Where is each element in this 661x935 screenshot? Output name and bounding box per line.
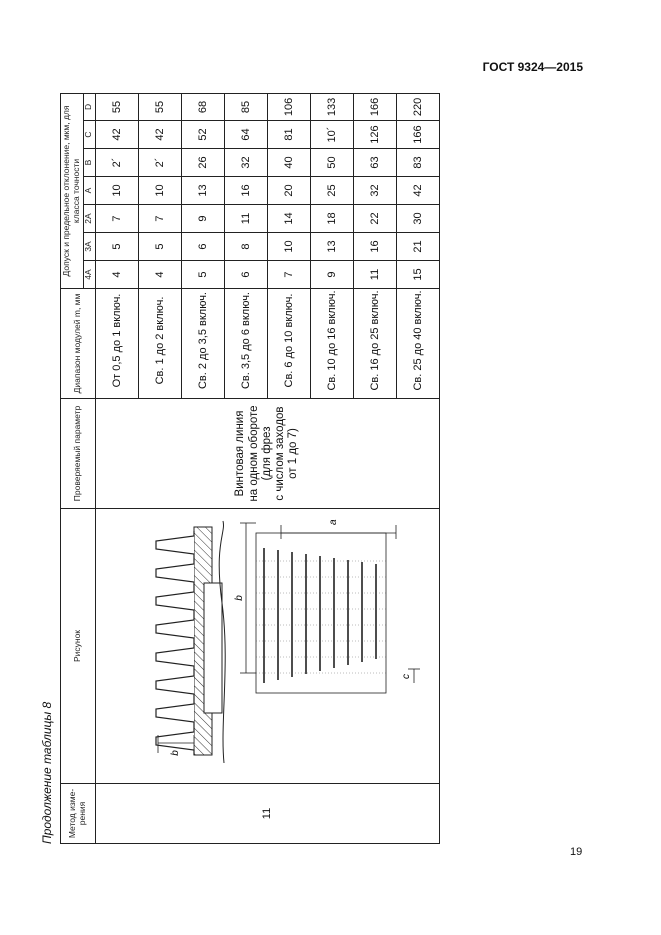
header-class: 4А xyxy=(83,261,95,289)
tolerance-value: 5 xyxy=(138,233,181,261)
parameter-line: (для фрез xyxy=(260,426,273,481)
tolerance-value: 4 xyxy=(95,261,138,289)
tolerance-value: 10 xyxy=(267,233,310,261)
tolerance-value: 7 xyxy=(138,205,181,233)
tolerance-value: 15 xyxy=(396,261,439,289)
tolerance-value: 133 xyxy=(310,93,353,120)
parameter-line: от 1 до 7) xyxy=(287,428,300,479)
measurement-figure xyxy=(95,509,439,784)
tolerance-value: 10´ xyxy=(310,121,353,149)
tolerance-value: 63 xyxy=(353,149,396,177)
parameter-line: на одном обороте xyxy=(247,405,260,502)
tolerance-table xyxy=(60,93,440,844)
tolerance-value: 106 xyxy=(267,93,310,120)
label-c: c xyxy=(400,674,412,679)
header-class: 3А xyxy=(83,233,95,261)
tolerance-value: 68 xyxy=(181,93,224,120)
page-number: 19 xyxy=(570,846,583,858)
rotated-table-area xyxy=(40,94,440,844)
tolerance-value: 14 xyxy=(267,205,310,233)
tolerance-value: 42 xyxy=(138,121,181,149)
tolerance-value: 16 xyxy=(353,233,396,261)
tolerance-value: 2´ xyxy=(95,149,138,177)
tolerance-value: 16 xyxy=(224,177,267,205)
continuation-label: Продолжение таблицы 8 xyxy=(40,701,54,844)
tolerance-value: 166 xyxy=(396,121,439,149)
label-b-lower: b xyxy=(233,595,245,601)
method-number: 11 xyxy=(95,784,439,844)
parameter-line: Винтовая линия xyxy=(234,410,247,497)
label-a: a xyxy=(327,519,339,525)
tolerance-value: 10 xyxy=(138,177,181,205)
header-class: А xyxy=(83,177,95,205)
tolerance-value: 20 xyxy=(267,177,310,205)
parameter-line: с числом заходов xyxy=(274,406,287,501)
table-row xyxy=(95,93,138,843)
tolerance-value: 6 xyxy=(224,261,267,289)
header-class: В xyxy=(83,149,95,177)
tolerance-value: 50 xyxy=(310,149,353,177)
tolerance-value: 8 xyxy=(224,233,267,261)
tolerance-value: 13 xyxy=(181,177,224,205)
tolerance-value: 126 xyxy=(353,121,396,149)
header-class: D xyxy=(83,93,95,120)
tolerance-value: 11 xyxy=(353,261,396,289)
header-module-range: Диапазон модулей m, мм xyxy=(61,289,96,399)
tolerance-value: 5 xyxy=(181,261,224,289)
tolerance-value: 25 xyxy=(310,177,353,205)
tolerance-value: 7 xyxy=(267,261,310,289)
label-b-upper: b xyxy=(169,750,181,756)
tolerance-value: 55 xyxy=(138,93,181,120)
module-range-cell: Св. 3,5 до 6 включ. xyxy=(224,289,267,399)
tolerance-value: 42 xyxy=(396,177,439,205)
tolerance-value: 11 xyxy=(224,205,267,233)
hob-bore xyxy=(204,583,222,713)
tolerance-value: 42 xyxy=(95,121,138,149)
header-figure: Рисунок xyxy=(61,509,96,784)
tolerance-value: 22 xyxy=(353,205,396,233)
tolerance-value: 32 xyxy=(353,177,396,205)
tolerance-value: 2´ xyxy=(138,149,181,177)
tolerance-value: 30 xyxy=(396,205,439,233)
table-wrapper xyxy=(40,94,440,844)
module-range-cell: Св. 6 до 10 включ. xyxy=(267,289,310,399)
tolerance-value: 4 xyxy=(138,261,181,289)
module-range-cell: Св. 25 до 40 включ. xyxy=(396,289,439,399)
tolerance-value: 9 xyxy=(181,205,224,233)
checked-parameter xyxy=(95,399,439,509)
tolerance-value: 85 xyxy=(224,93,267,120)
module-range-cell: Св. 2 до 3,5 включ. xyxy=(181,289,224,399)
tolerance-value: 6 xyxy=(181,233,224,261)
header-class: 2А xyxy=(83,205,95,233)
hob-thread-diagram xyxy=(96,508,428,783)
tolerance-value: 21 xyxy=(396,233,439,261)
tolerance-value: 9 xyxy=(310,261,353,289)
tolerance-value: 7 xyxy=(95,205,138,233)
tolerance-value: 166 xyxy=(353,93,396,120)
tolerance-value: 55 xyxy=(95,93,138,120)
deviation-chart xyxy=(256,533,386,693)
module-range-cell: Св. 10 до 16 включ. xyxy=(310,289,353,399)
header-parameter: Проверяемый параметр xyxy=(61,399,96,509)
tolerance-value: 52 xyxy=(181,121,224,149)
header-tolerance-group: Допуск и предельное отклонение, мкм, для класса точности xyxy=(61,93,84,288)
tolerance-value: 81 xyxy=(267,121,310,149)
tolerance-value: 5 xyxy=(95,233,138,261)
tolerance-value: 32 xyxy=(224,149,267,177)
module-range-cell: Св. 1 до 2 включ. xyxy=(138,289,181,399)
tolerance-value: 18 xyxy=(310,205,353,233)
hob-teeth-profile xyxy=(156,531,194,755)
tolerance-value: 220 xyxy=(396,93,439,120)
module-range-cell: Св. 16 до 25 включ. xyxy=(353,289,396,399)
tolerance-value: 13 xyxy=(310,233,353,261)
module-range-cell: От 0,5 до 1 включ. xyxy=(95,289,138,399)
tolerance-value: 83 xyxy=(396,149,439,177)
tolerance-value: 26 xyxy=(181,149,224,177)
header-method: Метод изме-рения xyxy=(61,784,96,844)
document-code: ГОСТ 9324—2015 xyxy=(482,60,583,74)
header-class: С xyxy=(83,121,95,149)
tolerance-value: 40 xyxy=(267,149,310,177)
tolerance-value: 64 xyxy=(224,121,267,149)
tolerance-value: 10 xyxy=(95,177,138,205)
